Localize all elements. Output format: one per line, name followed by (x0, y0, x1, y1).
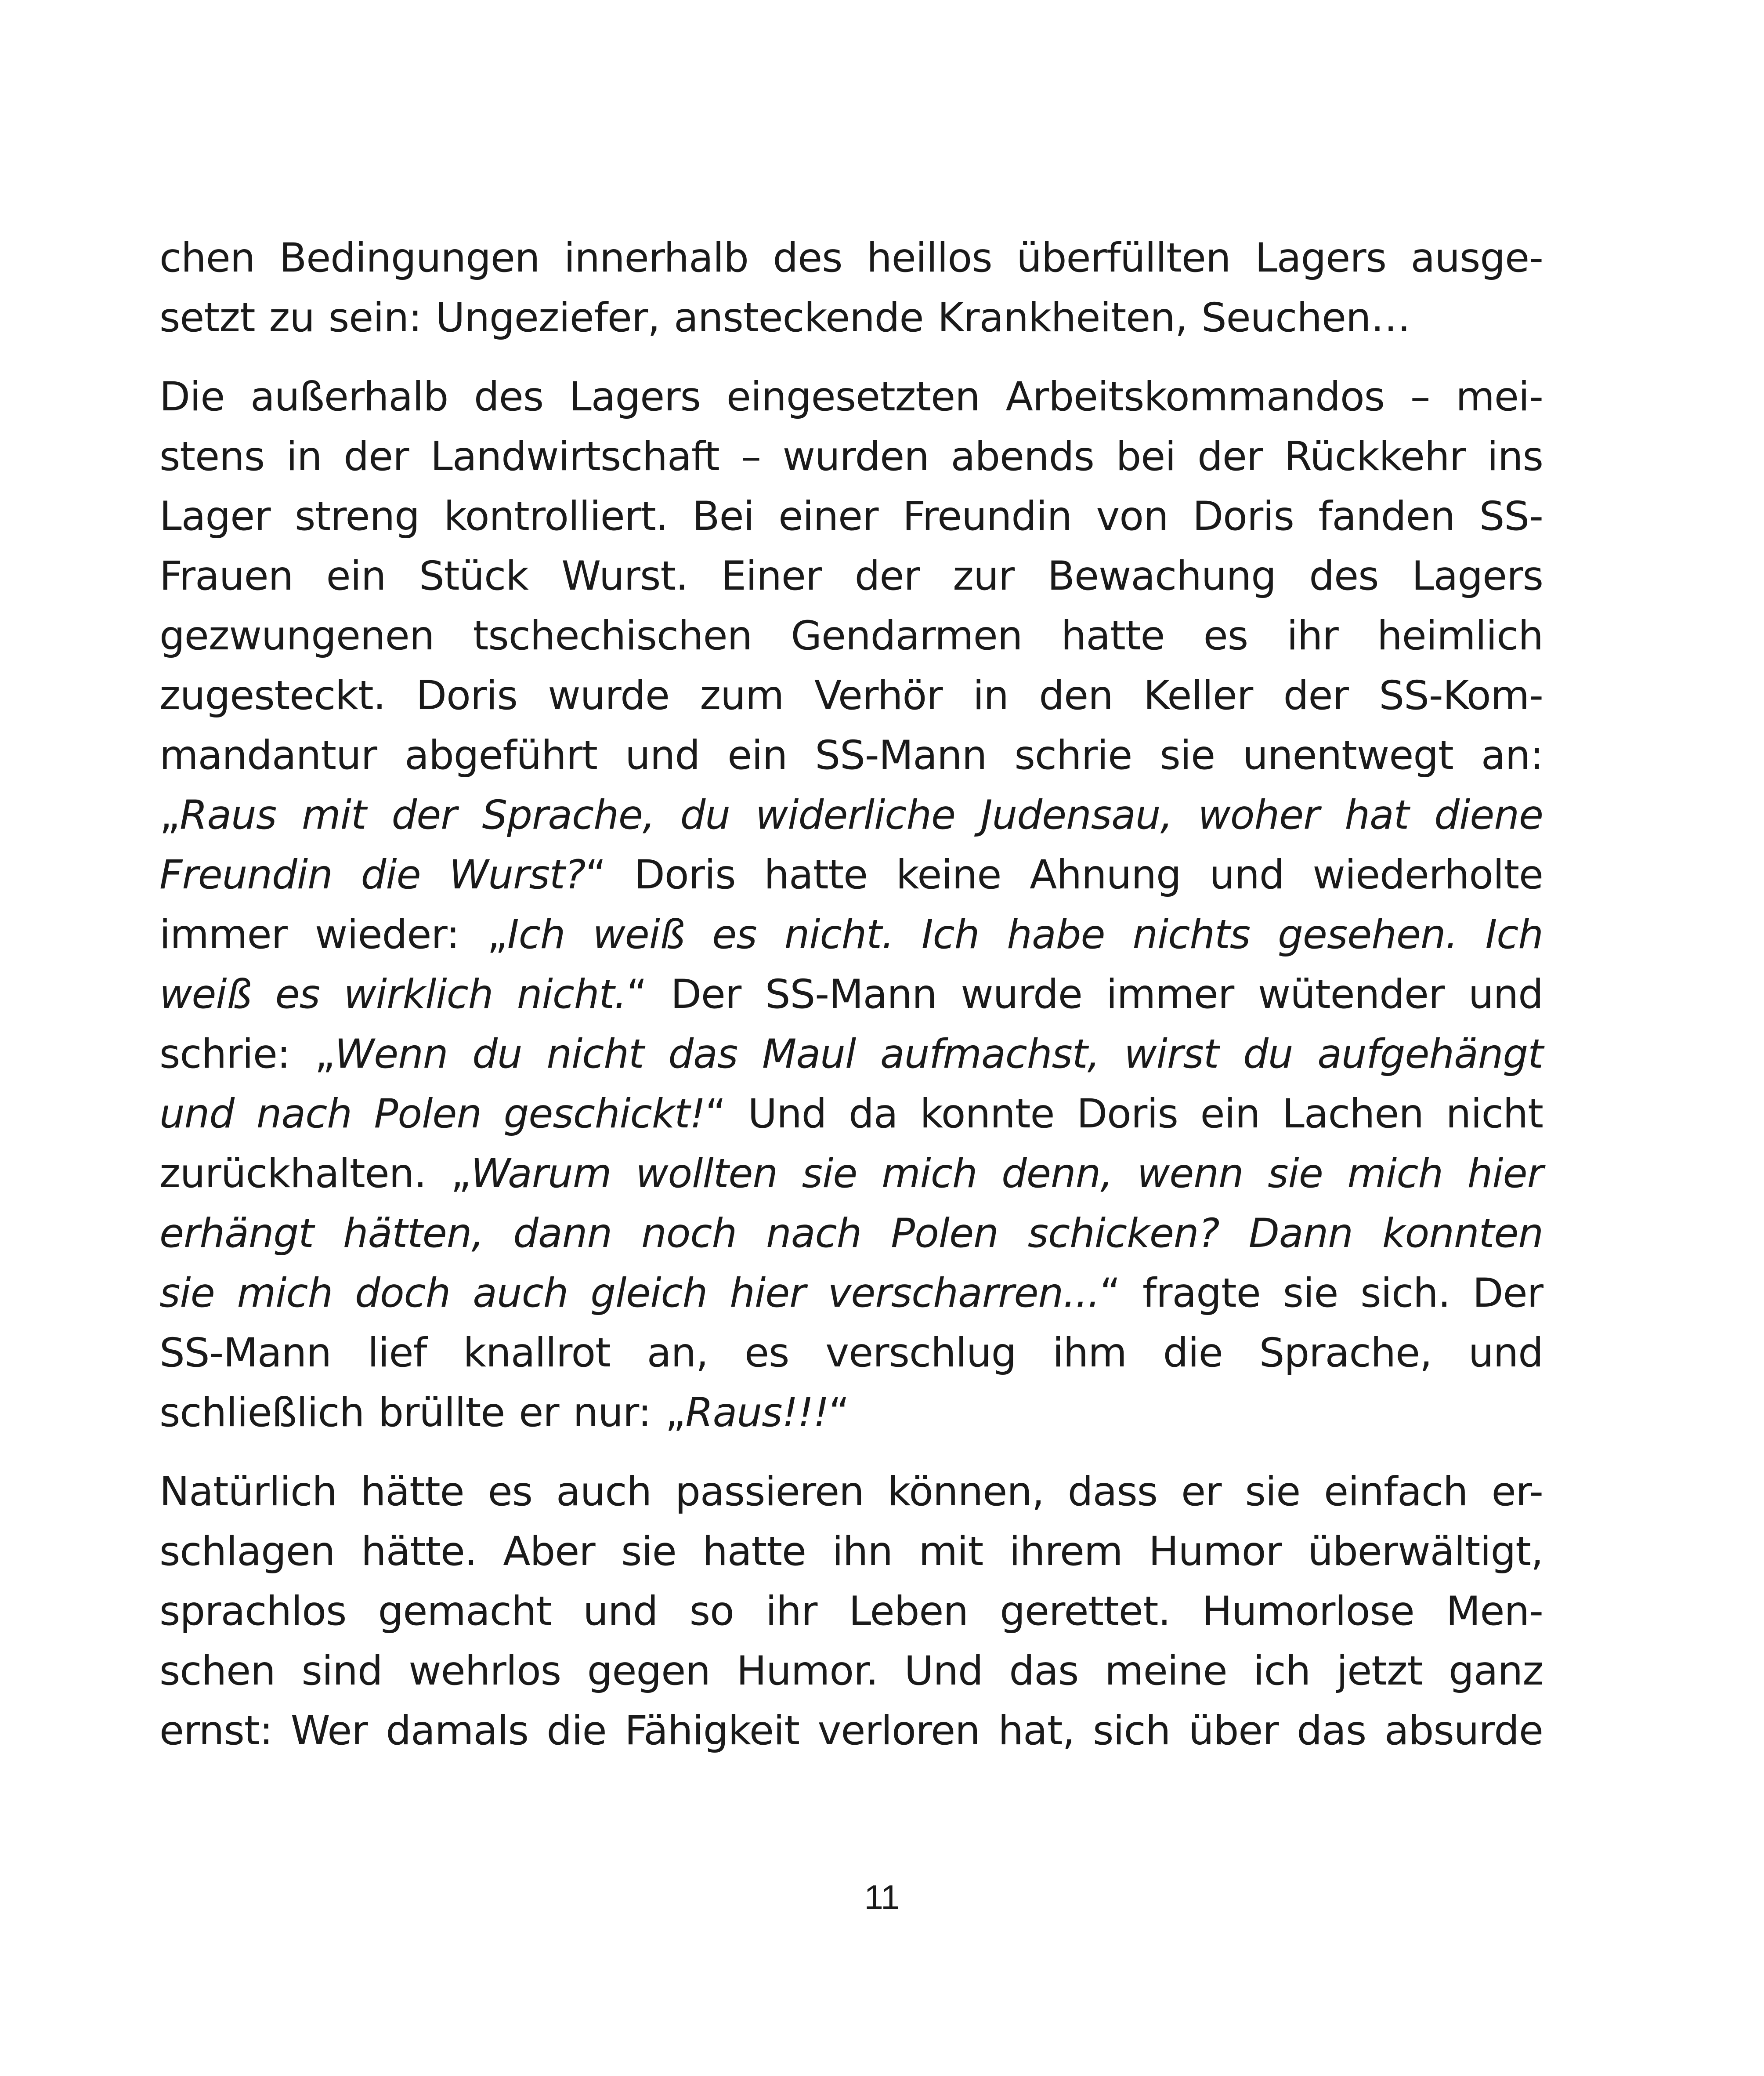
text-line (159, 1701, 1543, 1761)
text-line (159, 228, 1543, 288)
text-segment: Die außerhalb des Lagers eingesetzten Arbeitskommandos – mei- (159, 374, 1543, 420)
quote-italic: und nach Polen geschickt! (159, 1091, 705, 1137)
text-segment: „ (159, 792, 180, 838)
quote-italic: Raus!!! (685, 1390, 829, 1436)
text-line (159, 666, 1543, 726)
text-segment: gezwungenen tschechischen Gendarmen hatte es ihr heimlich (159, 613, 1543, 659)
text-line (159, 786, 1543, 845)
text-segment: schen sind wehrlos gegen Humor. Und das meine ich jetzt ganz (159, 1648, 1543, 1694)
text-line (159, 1084, 1543, 1144)
text-segment: chen Bedingungen innerhalb des heillos überfüllten Lagers ausge- (159, 235, 1543, 281)
text-line (159, 1025, 1543, 1084)
text-segment: immer wieder: „ (159, 912, 507, 958)
text-line (159, 288, 1543, 348)
text-line (159, 367, 1543, 427)
paragraph-gap (159, 1443, 1543, 1462)
text-segment: schließlich brüllte er nur: „ (159, 1390, 686, 1436)
text-segment: zugesteckt. Doris wurde zum Verhör in den Keller der SS-Kom- (159, 673, 1543, 719)
text-segment: schlagen hätte. Aber sie hatte ihn mit ihrem Humor überwältigt, (159, 1529, 1543, 1575)
text-line (159, 427, 1543, 487)
text-line (159, 726, 1543, 786)
text-line (159, 1582, 1543, 1641)
text-line (159, 606, 1543, 666)
body-text (159, 228, 1543, 1761)
text-segment: ernst: Wer damals die Fähigkeit verloren hat, sich über das absurde (159, 1708, 1543, 1754)
text-segment: “ Und da konnte Doris ein Lachen nicht (705, 1091, 1543, 1137)
text-segment: “ (828, 1390, 849, 1436)
text-segment: Natürlich hätte es auch passieren können, dass er sie einfach er- (159, 1469, 1543, 1515)
page-number: 11 (864, 1878, 900, 1917)
text-segment: SS-Mann lief knallrot an, es verschlug ihm die Sprache, und (159, 1330, 1543, 1376)
quote-italic: Wenn du nicht das Maul aufmachst, wirst du aufgehängt (335, 1031, 1543, 1077)
text-line (159, 487, 1543, 547)
text-line (159, 1383, 1543, 1443)
text-line (159, 1462, 1543, 1522)
text-line (159, 965, 1543, 1025)
quote-italic: sie mich doch auch gleich hier verscharren... (159, 1270, 1100, 1316)
text-line (159, 905, 1543, 965)
text-segment: zurückhalten. „ (159, 1151, 471, 1197)
paragraph-gap (159, 348, 1543, 367)
text-line (159, 1323, 1543, 1383)
text-segment: setzt zu sein: Ungeziefer, ansteckende Krankheiten, Seuchen… (159, 295, 1410, 341)
text-line (159, 1144, 1543, 1204)
text-line (159, 1264, 1543, 1323)
text-segment: mandantur abgeführt und ein SS-Mann schrie sie unentwegt an: (159, 732, 1543, 779)
paragraph (159, 367, 1543, 1443)
text-segment: “ fragte sie sich. Der (1099, 1270, 1543, 1316)
text-segment: schrie: „ (159, 1031, 335, 1077)
quote-italic: weiß es wirklich nicht. (159, 971, 627, 1018)
quote-italic: Raus mit der Sprache, du widerliche Judensau, woher hat diene (180, 792, 1543, 838)
quote-italic: Warum wollten sie mich denn, wenn sie mich hier (470, 1151, 1543, 1197)
text-segment: stens in der Landwirtschaft – wurden abends bei der Rückkehr ins (159, 434, 1543, 480)
text-segment: Lager streng kontrolliert. Bei einer Freundin von Doris fanden SS- (159, 493, 1543, 540)
quote-italic: Ich weiß es nicht. Ich habe nichts gesehen. Ich (507, 912, 1543, 958)
quote-italic: Freundin die Wurst? (159, 852, 586, 898)
quote-italic: erhängt hätten, dann noch nach Polen schicken? Dann konnten (159, 1210, 1543, 1257)
text-line (159, 1641, 1543, 1701)
text-line (159, 1522, 1543, 1582)
text-line (159, 547, 1543, 606)
text-line (159, 1204, 1543, 1264)
text-segment: “ Der SS-Mann wurde immer wütender und (626, 971, 1543, 1018)
paragraph (159, 1462, 1543, 1761)
text-segment: Frauen ein Stück Wurst. Einer der zur Bewachung des Lagers (159, 553, 1543, 599)
text-line (159, 845, 1543, 905)
text-segment: sprachlos gemacht und so ihr Leben gerettet. Humorlose Men- (159, 1588, 1543, 1634)
paragraph (159, 228, 1543, 348)
text-segment: “ Doris hatte keine Ahnung und wiederholte (585, 852, 1543, 898)
